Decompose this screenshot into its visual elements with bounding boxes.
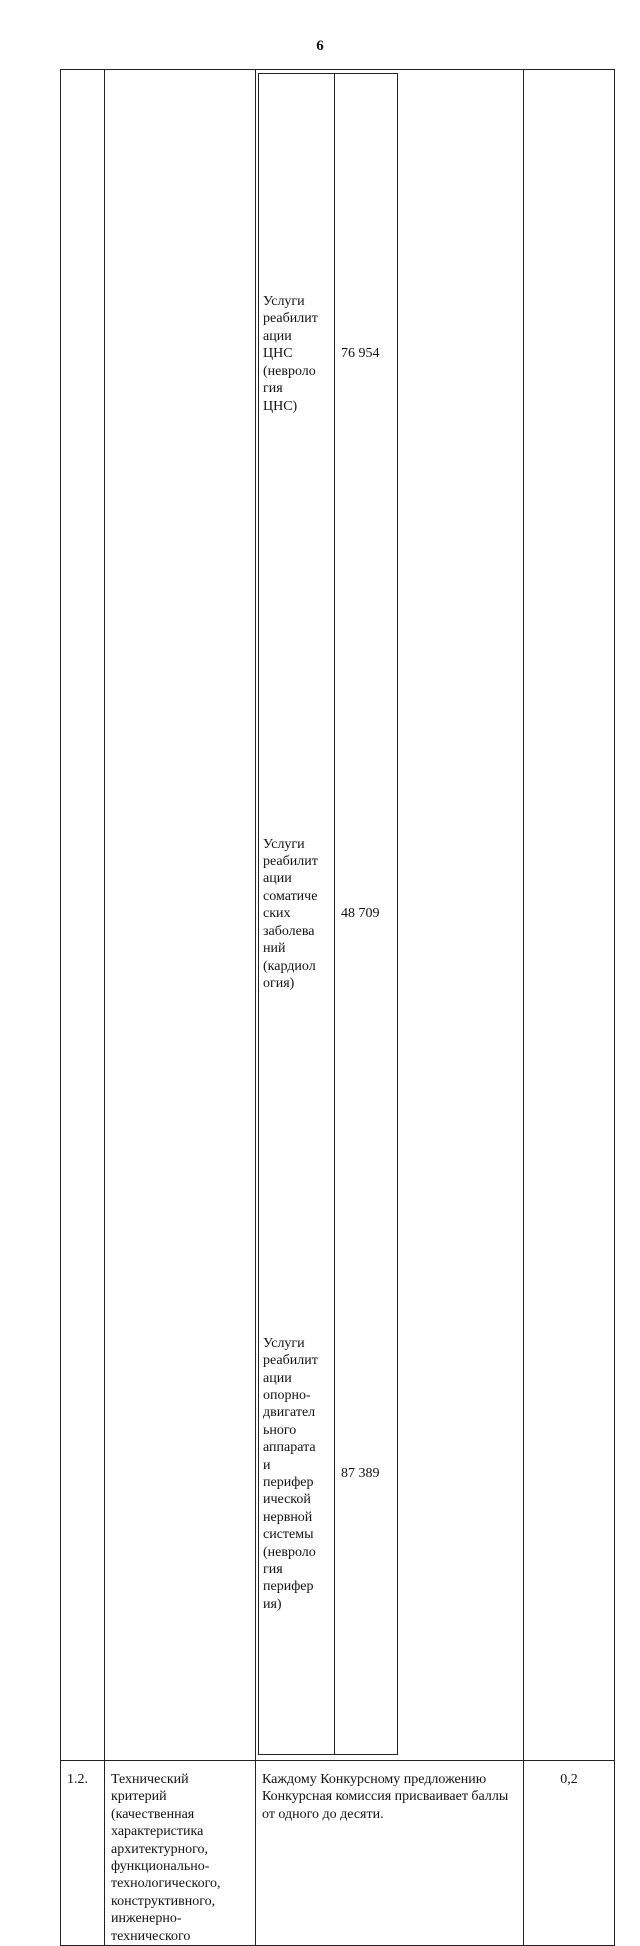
criterion-description: Каждому Конкурсному предложению Конкурсная комиссия присваивает баллы от одного до десяти.	[262, 1772, 509, 1822]
service-value: 48 709	[335, 634, 398, 1194]
service-row	[259, 634, 398, 1194]
criterion-weight: 0,2	[560, 1772, 578, 1787]
weight-cell	[524, 1761, 615, 1946]
service-value: 87 389	[335, 1194, 398, 1755]
number-cell	[61, 1761, 105, 1946]
criterion-cell	[105, 70, 256, 1761]
criterion-cell	[105, 1761, 256, 1946]
criterion-number: 1.2.	[67, 1772, 88, 1787]
service-row	[259, 1194, 398, 1755]
criteria-table	[60, 69, 615, 1946]
table-row	[61, 1761, 615, 1946]
weight-cell	[524, 70, 615, 1761]
number-cell	[61, 70, 105, 1761]
service-name: Услуги реабилит ации ЦНС (невроло гия ЦНС)	[259, 74, 335, 635]
service-row	[259, 74, 398, 635]
services-table	[258, 73, 398, 1755]
service-name: Услуги реабилит ации опорно- двигател ьного аппарата и перифер ической нервной системы (невроло гия перифер ия)	[259, 1194, 335, 1755]
service-value: 76 954	[335, 74, 398, 635]
table-row	[61, 70, 615, 1761]
description-cell	[256, 1761, 524, 1946]
description-cell	[256, 70, 524, 1761]
service-name: Услуги реабилит ации соматиче ских заболева ний (кардиол огия)	[259, 634, 335, 1194]
criterion-name: Технический критерий (качественная характеристика архитектурного, функционально- технологического, конструктивного, инженерно- технического	[111, 1772, 221, 1944]
page-number: 6	[316, 38, 324, 54]
